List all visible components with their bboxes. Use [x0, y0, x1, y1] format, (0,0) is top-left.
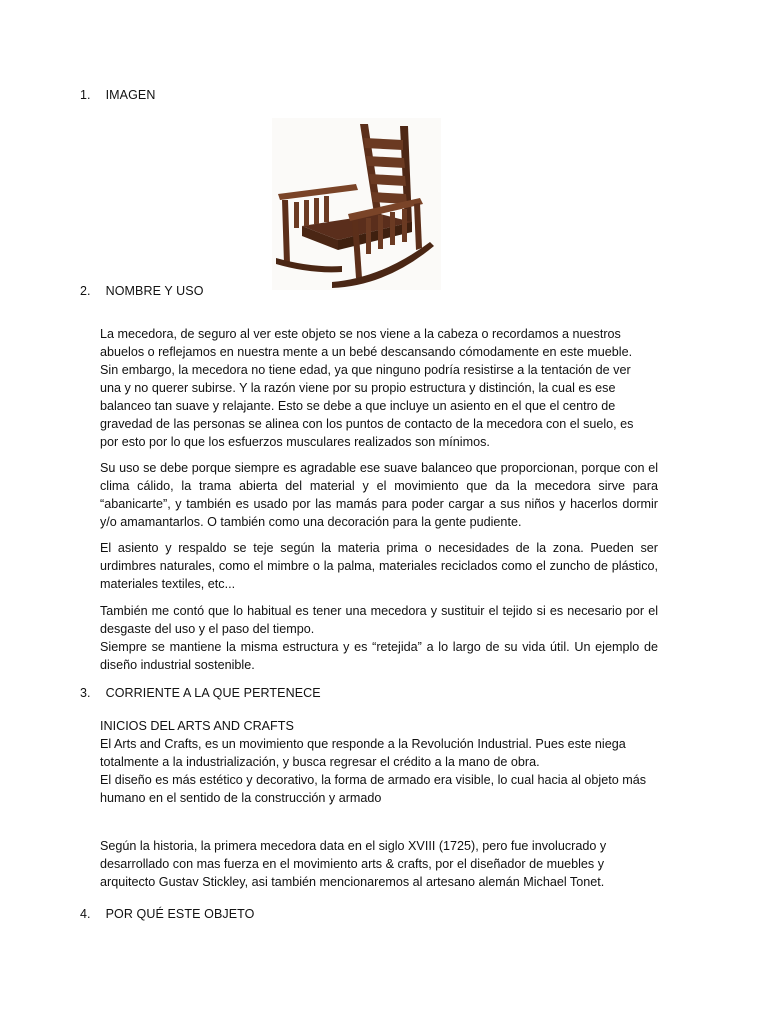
text-line: una y no querer subirse. Y la razón viene por su propio estructura y distinción, la cual es ese [100, 381, 616, 395]
paragraph-tejido [100, 602, 658, 674]
text-line: La mecedora, de seguro al ver este objeto se nos viene a la cabeza o recordamos a nuestros [100, 327, 621, 341]
section-title: CORRIENTE A LA QUE PERTENECE [105, 686, 321, 700]
paragraph-text: Su uso se debe porque siempre es agradable ese suave balanceo que proporcionan, porque con el clima cálido, la trama abierta del material y el movimiento que da la mecedora sirve para “abanicarte”, y también es usado por las mamás para poder cargar a sus niños y hacerlos dormir y/o amamantarlos. O también como una decoración para la gente pudiente. [100, 461, 658, 529]
paragraph-text: Siempre se mantiene la misma estructura y es “retejida” a lo largo de su vida útil. Un ejemplo de diseño industrial sostenible. [100, 640, 658, 672]
text-line: totalmente a la industrialización, y busca regresar el crédito a la mano de obra. [100, 755, 540, 769]
rocking-chair-illustration [272, 118, 441, 290]
text-line: balanceo tan suave y relajante. Esto se debe a que incluye un asiento en el que el centro de [100, 399, 616, 413]
text-line: arquitecto Gustav Stickley, asi también mencionaremos al artesano alemán Michael Tonet. [100, 875, 605, 889]
section-heading-corriente [80, 686, 321, 700]
section-number: 3. [80, 686, 91, 700]
paragraph-intro [100, 325, 658, 451]
section-number: 2. [80, 284, 91, 298]
paragraph-arts-and-crafts [100, 717, 658, 807]
text-line: El Arts and Crafts, es un movimiento que responde a la Revolución Industrial. Pues este niega [100, 737, 626, 751]
text-line: Sin embargo, la mecedora no tiene edad, ya que ninguno podría resistirse a la tentación de ver [100, 363, 631, 377]
text-line: humano en el sentido de la construcción y armado [100, 791, 382, 805]
section-title: POR QUÉ ESTE OBJETO [105, 907, 255, 921]
section-heading-nombre-uso [80, 284, 204, 298]
rocking-chair-image [272, 118, 441, 290]
paragraph-text: También me contó que lo habitual es tener una mecedora y sustituir el tejido si es necesario por el desgaste del uso y el paso del tiempo. [100, 604, 658, 636]
section-number: 1. [80, 88, 91, 102]
section-title: NOMBRE Y USO [105, 284, 204, 298]
section-title: IMAGEN [105, 88, 156, 102]
text-line: desarrollado con mas fuerza en el movimiento arts & crafts, por el diseñador de muebles y [100, 857, 604, 871]
section-number: 4. [80, 907, 91, 921]
text-line: por esto por lo que los esfuerzos musculares realizados son mínimos. [100, 435, 490, 449]
section-heading-imagen [80, 88, 156, 102]
text-line: El diseño es más estético y decorativo, la forma de armado era visible, lo cual hacia al objeto más [100, 773, 647, 787]
text-line: gravedad de las personas se alinea con los puntos de contacto de la mecedora con el suelo, es [100, 417, 634, 431]
subsection-title: INICIOS DEL ARTS AND CRAFTS [100, 719, 294, 733]
paragraph-historia [100, 837, 658, 891]
paragraph-text: El asiento y respaldo se teje según la materia prima o necesidades de la zona. Pueden ser urdimbres naturales, como el mimbre o la palma, materiales reciclados como el zuncho de plástico, materiales textiles, etc... [100, 541, 658, 591]
paragraph-asiento [100, 539, 658, 593]
text-line: Según la historia, la primera mecedora data en el siglo XVIII (1725), pero fue involucrado y [100, 839, 607, 853]
paragraph-uso [100, 459, 658, 531]
section-heading-por-que [80, 907, 255, 921]
text-line: abuelos o reflejamos en nuestra mente a un bebé descansando cómodamente en este mueble. [100, 345, 633, 359]
